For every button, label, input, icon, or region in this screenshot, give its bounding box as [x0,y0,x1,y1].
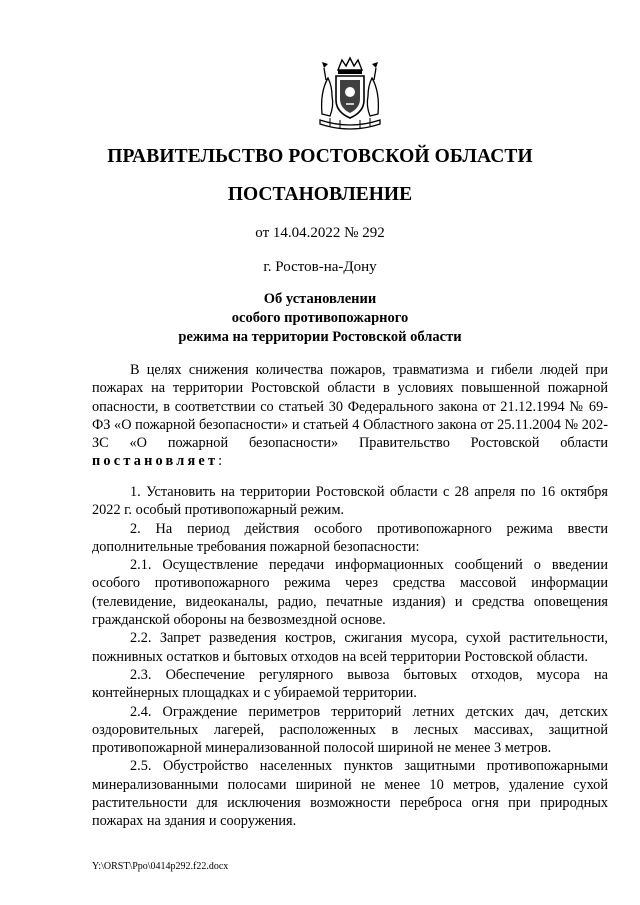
resolution-point: 2.4. Ограждение периметров территорий летних детских дач, детских оздоровительных лагерей, расположенных в лесных массивах, защитной противопожарной минерализованной полосой шириной не менее 3 метров. [92,703,608,757]
city-of-issue: г. Ростов-на-Дону [263,259,377,275]
document-subject [0,290,640,347]
resolution-point: 1. Установить на территории Ростовской области с 28 апреля по 16 октября 2022 г. особый противопожарный режим. [92,484,608,519]
coat-of-arms-icon [316,56,384,132]
date-and-number: от 14.04.2022 № 292 [255,225,385,241]
resolution-point: 2.2. Запрет разведения костров, сжигания мусора, сухой растительности, пожнивных остатков и бытовых отходов на всей территории Ростовской области. [92,630,608,665]
preamble-paragraph [92,361,608,471]
government-name: ПРАВИТЕЛЬСТВО РОСТОВСКОЙ ОБЛАСТИ [107,146,533,167]
resolution-point: 2.3. Обеспечение регулярного вывоза бытовых отходов, мусора на контейнерных площадках и с убираемой территории. [92,666,608,702]
file-path-footer: Y:\ORST\Ppo\0414p292.f22.docx [92,861,229,872]
resolution-points [92,483,608,831]
subject-line: особого противопожарного [231,310,409,326]
resolution-point: 2.5. Обустройство населенных пунктов защитными противопожарными минерализованными полосами шириной не менее 10 метров, удаление сухой растительности для исключения возможности переброса огня при природных пожарах на здания и сооружения. [92,758,608,830]
resolves-word: постановляет [92,453,219,470]
subject-line: Об установлении [263,291,377,307]
preamble-colon: : [218,453,223,470]
resolution-point: 2.1. Осуществление передачи информационных сообщений о введении особого противопожарного режима через средства массовой информации (телевидение, видеоканалы, радио, печатные издания) и средства оповещения гражданской обороны на безвозмездной основе. [92,557,608,629]
preamble-text: В целях снижения количества пожаров, травматизма и гибели людей при пожарах на территории Ростовской области в условиях повышенной пожарной опасности, в соответствии со статьей 30 Федерального закона от 21.12.1994 № 69-ФЗ «О пожарной безопасности» и статьей 4 Областного закона от 25.11.2004 № 202-ЗС «О пожарной безопасности» Правительство Ростовской области [92,362,608,452]
document-type: ПОСТАНОВЛЕНИЕ [227,184,413,205]
subject-line: режима на территории Ростовской области [178,329,462,345]
resolution-point: 2. На период действия особого противопожарного режима ввести дополнительные требования пожарной безопасности: [92,520,608,555]
